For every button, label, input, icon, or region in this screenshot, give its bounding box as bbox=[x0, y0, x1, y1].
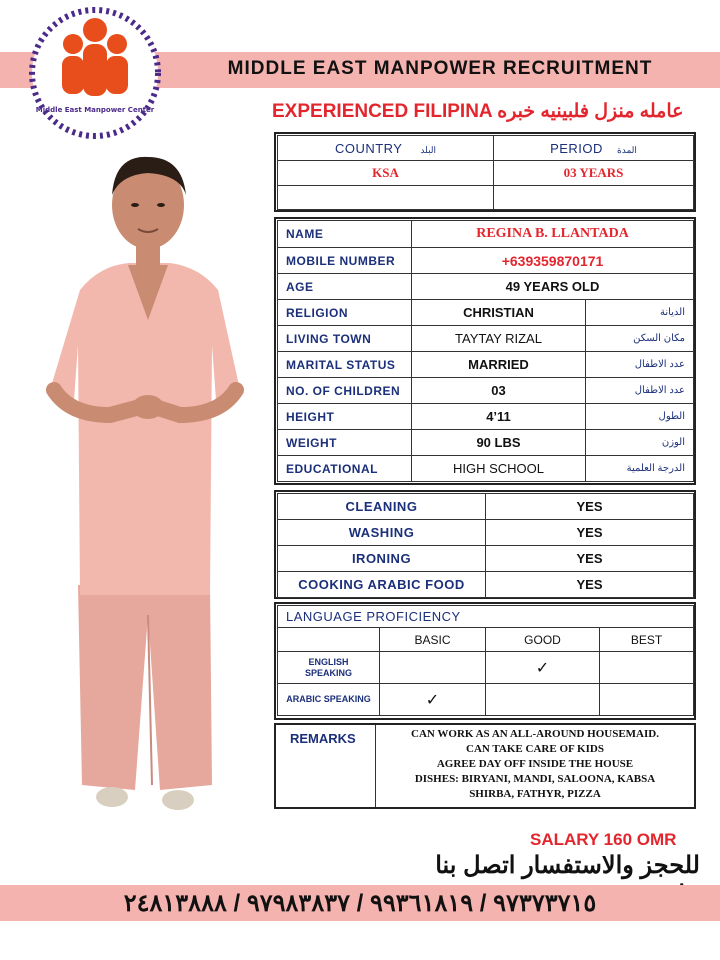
marital-status-value: MARRIED bbox=[412, 352, 586, 378]
mobile-value: +639359870171 bbox=[412, 248, 694, 274]
period-label-cell bbox=[494, 136, 694, 161]
period-label-arabic: المدة bbox=[617, 144, 637, 155]
living-town-label: LIVING TOWN bbox=[278, 326, 412, 352]
remarks-text bbox=[380, 727, 690, 802]
page-subtitle bbox=[272, 100, 712, 126]
english-best-cell bbox=[600, 652, 694, 684]
children-label-arabic: عدد الاطفال bbox=[586, 378, 694, 404]
living-town-value: TAYTAY RIZAL bbox=[412, 326, 586, 352]
marital-status-label: MARITAL STATUS bbox=[278, 352, 412, 378]
skills-table bbox=[277, 493, 694, 598]
logo-caption: Middle East Manpower Center bbox=[35, 106, 155, 114]
english-speaking-label: ENGLISH SPEAKING bbox=[278, 652, 380, 684]
name-label: NAME bbox=[278, 221, 412, 248]
education-label-arabic: الدرجة العلمية bbox=[586, 456, 694, 482]
empty-cell bbox=[494, 186, 694, 210]
country-label-arabic: البلد bbox=[420, 144, 437, 155]
marital-status-label-arabic: عدد الاطفال bbox=[586, 352, 694, 378]
height-value: 4’11 bbox=[412, 404, 586, 430]
profile-table bbox=[277, 220, 694, 482]
living-town-label-arabic: مكان السكن bbox=[586, 326, 694, 352]
age-value: 49 YEARS OLD bbox=[412, 274, 694, 300]
education-label: EDUCATIONAL bbox=[278, 456, 412, 482]
skill-cleaning-value: YES bbox=[486, 494, 694, 520]
remark-line: AGREE DAY OFF INSIDE THE HOUSE bbox=[436, 758, 634, 770]
country-value: KSA bbox=[278, 161, 494, 186]
country-period-table bbox=[277, 135, 694, 210]
weight-value: 90 LBS bbox=[412, 430, 586, 456]
weight-label-arabic: الوزن bbox=[586, 430, 694, 456]
phone-numbers: ٩٧٣٧٣٧١٥ / ٩٩٣٦١٨١٩ / ٩٧٩٨٣٨٣٧ / ٢٤٨١٣٨٨٨ bbox=[123, 890, 597, 917]
skill-washing-label: WASHING bbox=[278, 520, 486, 546]
contact-heading-arabic: للحجز والاستفسار اتصل بنا bbox=[435, 852, 700, 879]
arabic-best-cell bbox=[600, 684, 694, 716]
salary-text: SALARY 160 OMR bbox=[530, 830, 677, 849]
remark-line: CAN TAKE CARE OF KIDS bbox=[466, 743, 604, 755]
english-basic-cell bbox=[380, 652, 486, 684]
period-value: 03 YEARS bbox=[494, 161, 694, 186]
remarks-divider bbox=[375, 725, 376, 807]
skill-ironing-label: IRONING bbox=[278, 546, 486, 572]
level-basic-header: BASIC bbox=[380, 628, 486, 652]
skill-cooking-value: YES bbox=[486, 572, 694, 598]
skill-washing-value: YES bbox=[486, 520, 694, 546]
religion-value: CHRISTIAN bbox=[412, 300, 586, 326]
height-label-arabic: الطول bbox=[586, 404, 694, 430]
mobile-label: MOBILE NUMBER bbox=[278, 248, 412, 274]
language-title: LANGUAGE PROFICIENCY bbox=[278, 606, 694, 628]
worker-photo bbox=[40, 145, 255, 835]
remark-line: SHIRBA, FATHYR, PIZZA bbox=[469, 788, 601, 800]
age-label: AGE bbox=[278, 274, 412, 300]
education-value: HIGH SCHOOL bbox=[412, 456, 586, 482]
level-best-header: BEST bbox=[600, 628, 694, 652]
subtitle-english: EXPERIENCED FILIPINA bbox=[272, 101, 492, 122]
period-label: PERIOD bbox=[550, 140, 603, 156]
remark-line: DISHES: BIRYANI, MANDI, SALOONA, KABSA bbox=[414, 773, 656, 785]
children-label: NO. OF CHILDREN bbox=[278, 378, 412, 404]
level-good-header: GOOD bbox=[486, 628, 600, 652]
language-table bbox=[277, 605, 694, 716]
country-label: COUNTRY bbox=[334, 140, 403, 156]
height-label: HEIGHT bbox=[278, 404, 412, 430]
children-value: 03 bbox=[412, 378, 586, 404]
arabic-good-cell bbox=[486, 684, 600, 716]
empty-cell bbox=[278, 628, 380, 652]
skill-ironing-value: YES bbox=[486, 546, 694, 572]
name-value: REGINA B. LLANTADA bbox=[412, 221, 694, 248]
country-label-cell bbox=[278, 136, 494, 161]
company-logo bbox=[28, 6, 162, 140]
subtitle-arabic: عامله منزل فلبينيه خبره bbox=[497, 101, 684, 122]
english-good-check: ✓ bbox=[486, 652, 600, 684]
empty-cell bbox=[278, 186, 494, 210]
remark-line: CAN WORK AS AN ALL-AROUND HOUSEMAID. bbox=[411, 728, 659, 740]
skill-cleaning-label: CLEANING bbox=[278, 494, 486, 520]
religion-label: RELIGION bbox=[278, 300, 412, 326]
remarks-label: REMARKS bbox=[290, 731, 356, 746]
religion-label-arabic: الديانة bbox=[586, 300, 694, 326]
arabic-speaking-label: ARABIC SPEAKING bbox=[278, 684, 380, 716]
arabic-basic-check: ✓ bbox=[380, 684, 486, 716]
weight-label: WEIGHT bbox=[278, 430, 412, 456]
page-title: MIDDLE EAST MANPOWER RECRUITMENT bbox=[227, 58, 653, 79]
skill-cooking-label: COOKING ARABIC FOOD bbox=[278, 572, 486, 598]
